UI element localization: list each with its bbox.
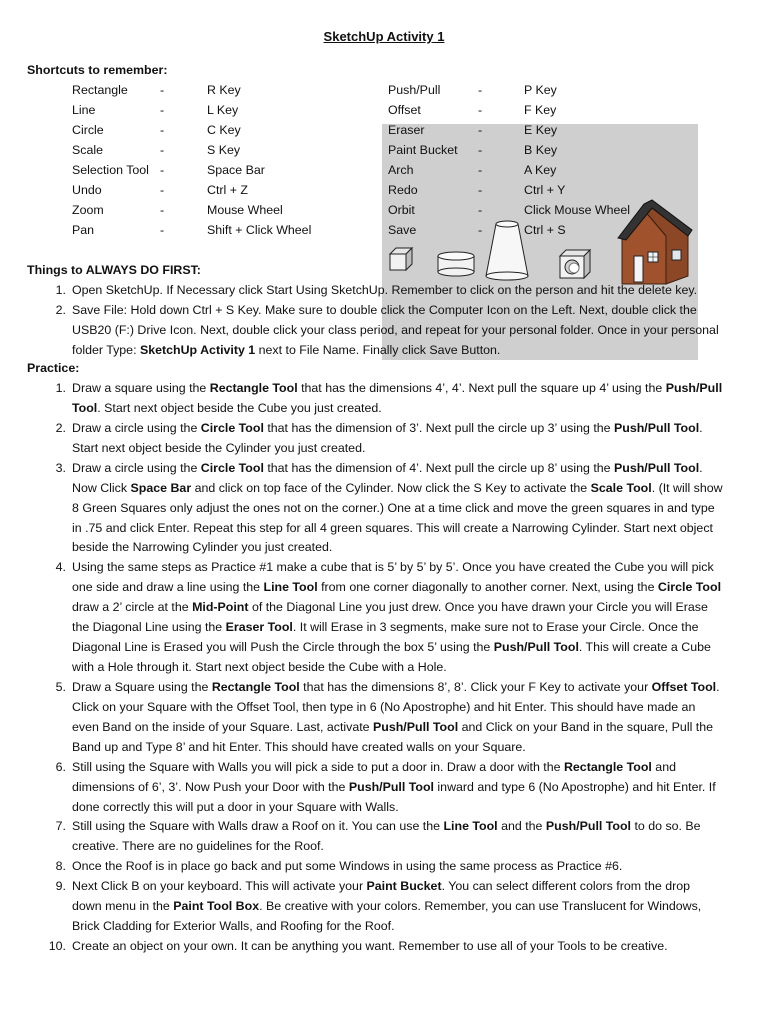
shortcut-left-dash: - — [160, 203, 165, 217]
practice-step-text-line: Still using the Square with Walls draw a Roof on it. You can use the Line Tool and the Push/Pull Tool to do so. Be — [72, 819, 701, 834]
shortcut-left-name: Scale — [72, 143, 103, 157]
practice-step-text-line: Draw a square using the Rectangle Tool that has the dimensions 4’, 4’. Next pull the square up 4’ using the Push/Pull — [72, 381, 723, 395]
practice-step-text-line: even Band on the inside of your Square. Last, activate Push/Pull Tool and Click on your Band in the square, Pull the — [72, 719, 713, 734]
shortcut-right-name: Redo — [388, 183, 418, 197]
first-step-number: 2. — [55, 303, 66, 317]
practice-step-text-line: one side and draw a line using the Line Tool from one corner diagonally to another corner. Next, using the Circle Tool — [72, 580, 722, 595]
practice-step-number: 9. — [55, 879, 66, 894]
shortcut-right-name: Eraser — [388, 123, 425, 137]
shortcut-right-key: F Key — [524, 103, 557, 117]
practice-step-text-line: Draw a Square using the Rectangle Tool that has the dimensions 8’, 8’. Click your F Key to activate your Offset Tool. — [72, 679, 720, 694]
example-models-illustration — [382, 196, 698, 288]
shortcut-left-key: R Key — [207, 83, 241, 97]
practice-step-text-line: Tool. Start next object beside the Cube you just created. — [72, 400, 382, 415]
shortcut-left-name: Zoom — [72, 203, 104, 217]
practice-step-text-line: the Diagonal Line using the Eraser Tool. It will Erase in 3 segments, make sure not to Erase your Circle. Once the — [72, 620, 699, 635]
shortcut-right-dash: - — [478, 163, 483, 177]
shortcut-left-dash: - — [160, 163, 165, 177]
practice-step-text-line: done correctly this will put a door in your Square with Walls. — [72, 799, 399, 814]
practice-step-text-line: down menu in the Paint Tool Box. Be creative with your colors. Remember, you can use Translucent for Windows, — [72, 899, 702, 914]
shortcut-left-dash: - — [160, 223, 165, 237]
shortcut-left-name: Rectangle — [72, 83, 128, 97]
shortcut-right-name: Save — [388, 223, 417, 237]
practice-step-number: 10. — [48, 939, 66, 954]
practice-step-text-line: Next Click B on your keyboard. This will activate your Paint Bucket. You can select different colors from the drop — [72, 879, 690, 894]
shortcut-left-key: Space Bar — [207, 163, 265, 177]
first-step-text-line: Open SketchUp. If Necessary click Start Using SketchUp. Remember to click on the person and hit the delete key. — [72, 283, 698, 297]
practice-step-number: 7. — [55, 819, 66, 834]
shortcut-right-key: Click Mouse Wheel — [524, 203, 631, 217]
shortcut-left-key: Ctrl + Z — [207, 183, 248, 197]
shortcut-right-dash: - — [478, 103, 483, 117]
practice-step-text-line: Start next object beside the Cylinder you just created. — [72, 440, 366, 455]
shortcut-right-key: Ctrl + S — [524, 223, 566, 237]
shortcut-right-key: P Key — [524, 83, 557, 97]
shortcut-left-key: Shift + Click Wheel — [207, 223, 312, 237]
practice-step-text-line: Band up and Type 8’ and hit Enter. This should have created walls on your Square. — [72, 739, 526, 754]
practice-step-text-line: Now Click Space Bar and click on top face of the Cylinder. Now click the S Key to activate the Scale Tool. (It will show — [72, 480, 723, 495]
practice-step-text-line: Using the same steps as Practice #1 make a cube that is 5’ by 5’ by 5’. Once you have created the Cube you will pick — [72, 560, 714, 575]
practice-step-text-line: beside the Narrowing Cylinder you just created. — [72, 540, 333, 555]
shortcut-left-key: S Key — [207, 143, 241, 157]
practice-step-text-line: in .75 and click Enter. Repeat this step for all 4 green squares. This will create a Narrowing Cylinder. Start next object — [72, 520, 713, 535]
shortcut-right-name: Paint Bucket — [388, 143, 458, 157]
practice-step-text-line: Draw a circle using the Circle Tool that has the dimension of 4’. Next pull the circle up 8’ using the Push/Pull Tool. — [72, 460, 703, 475]
practice-heading: Practice: — [27, 361, 80, 375]
house-model-icon — [618, 200, 692, 284]
practice-step-number: 5. — [55, 679, 66, 694]
cube-model-icon — [390, 248, 412, 270]
practice-step-number: 2. — [55, 420, 66, 435]
shortcut-left-dash: - — [160, 83, 165, 97]
practice-step-text-line: Still using the Square with Walls you will pick a side to put a door in. Draw a door with the Rectangle Tool and — [72, 759, 676, 774]
shortcut-left-key: C Key — [207, 123, 241, 137]
shortcut-left-name: Pan — [72, 223, 95, 237]
shortcut-right-dash: - — [478, 83, 483, 97]
practice-step-number: 8. — [55, 859, 66, 874]
practice-step-text-line: Click on your Square with the Offset Tool, then type in 6 (No Apostrophe) and hit Enter. This should have made an — [72, 699, 696, 714]
practice-step-text-line: creative. There are no guidelines for the Roof. — [72, 839, 324, 854]
practice-step-number: 4. — [55, 560, 66, 575]
practice-step-text-line: dimensions of 6’, 3’. Now Push your Door with the Push/Pull Tool inward and type 6 (No Apostrophe) and hit Enter. If — [72, 779, 716, 794]
shortcut-left-name: Undo — [72, 183, 102, 197]
practice-step-text-line: Brick Cladding for Exterior Walls, and Roofing for the Roof. — [72, 919, 395, 934]
shortcut-right-key: E Key — [524, 123, 558, 137]
shortcut-right-dash: - — [478, 143, 483, 157]
shortcut-right-name: Push/Pull — [388, 83, 441, 97]
shortcuts-heading: Shortcuts to remember: — [27, 63, 168, 77]
shortcut-right-name: Offset — [388, 103, 421, 117]
shortcut-right-name: Arch — [388, 163, 414, 177]
practice-step-number: 3. — [55, 460, 66, 475]
practice-step-number: 1. — [55, 381, 66, 395]
narrowing-cylinder-model-icon — [486, 221, 528, 280]
cylinder-model-icon — [438, 252, 474, 276]
practice-step-text-line: Create an object on your own. It can be anything you want. Remember to use all of your Tools to be creative. — [72, 939, 668, 954]
shortcut-left-dash: - — [160, 143, 165, 157]
shortcut-right-key: Ctrl + Y — [524, 183, 566, 197]
shortcut-left-dash: - — [160, 183, 165, 197]
document-title: SketchUp Activity 1 — [323, 29, 445, 44]
practice-step-text-line: draw a 2’ circle at the Mid-Point of the Diagonal Line you just drew. Once you have drawn your Circle you will Erase — [72, 600, 708, 615]
shortcut-right-name: Orbit — [388, 203, 415, 217]
shortcut-left-key: Mouse Wheel — [207, 203, 283, 217]
practice-step-text-line: with a Hole through it. Start next object beside the Cube with a Hole. — [72, 660, 447, 675]
practice-step-text-line: 8 Green Squares only adjust the ones not on the corner.) One at a time click and move the green squares in and type — [72, 500, 715, 515]
first-step-text-line: USB20 (F:) Drive Icon. Next, double click your class period, and repeat for your personal folder. Once in your personal — [72, 323, 719, 337]
shortcut-right-dash: - — [478, 183, 483, 197]
shortcut-left-name: Circle — [72, 123, 104, 137]
shortcut-left-name: Selection Tool — [72, 163, 149, 177]
practice-step-text-line: Once the Roof is in place go back and put some Windows in using the same process as Practice #6. — [72, 859, 623, 874]
practice-step-text-line: Diagonal Line is Erased you will Push the Circle through the box 5’ using the Push/Pull Tool. This will create a Cube — [72, 640, 711, 655]
practice-step-number: 6. — [55, 759, 66, 774]
shortcut-left-dash: - — [160, 123, 165, 137]
always-first-heading: Things to ALWAYS DO FIRST: — [27, 263, 201, 277]
shortcut-left-dash: - — [160, 103, 165, 117]
first-step-text-line: Save File: Hold down Ctrl + S Key. Make sure to double click the Computer Icon on the Left. Next, double click the — [72, 303, 697, 317]
practice-step-text-line: Draw a circle using the Circle Tool that has the dimension of 3’. Next pull the circle up 3’ using the Push/Pull Tool. — [72, 420, 703, 435]
first-step-number: 1. — [55, 283, 66, 297]
cube-with-hole-model-icon — [560, 250, 590, 278]
shortcut-right-dash: - — [478, 223, 483, 237]
shortcut-right-dash: - — [478, 123, 483, 137]
shortcut-left-key: L Key — [207, 103, 239, 117]
shortcut-right-dash: - — [478, 203, 483, 217]
shortcut-right-key: B Key — [524, 143, 558, 157]
shortcut-left-name: Line — [72, 103, 96, 117]
shortcut-right-key: A Key — [524, 163, 557, 177]
first-step-text-line: folder Type: SketchUp Activity 1 next to File Name. Finally click Save Button. — [72, 343, 501, 357]
